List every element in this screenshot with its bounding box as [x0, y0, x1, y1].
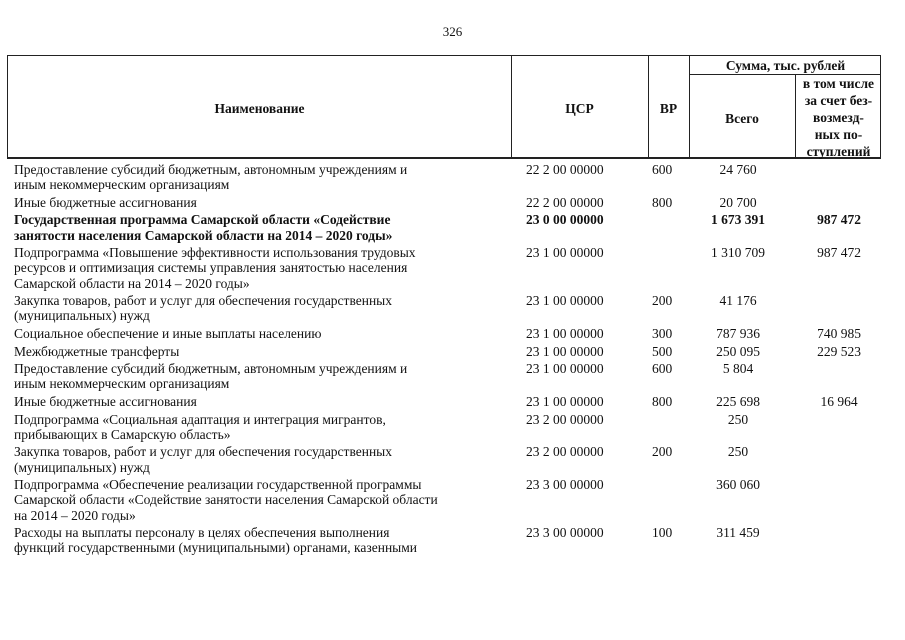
row-name-line: занятости населения Самарской области на 2014 – 2020 годы»: [14, 227, 393, 243]
row-csr: 22 2 00 00000: [526, 162, 604, 177]
row-total: 1 673 391: [711, 212, 765, 228]
row-vr: 500: [652, 343, 673, 359]
row-name: [14, 412, 489, 442]
row-name-line: Социальное обеспечение и иные выплаты населению: [14, 326, 322, 341]
row-name-line: (муниципальных) нужд: [14, 459, 150, 475]
row-name-line: Подпрограмма «Социальная адаптация и интеграция мигрантов,: [14, 411, 386, 427]
row-name-line: на 2014 – 2020 годы»: [14, 507, 136, 523]
row-total: 24 760: [719, 162, 757, 177]
row-csr: 23 1 00 00000: [526, 343, 604, 359]
row-vr: 200: [652, 444, 673, 460]
row-total: 250: [727, 444, 749, 460]
row-name: [14, 525, 489, 555]
row-name: [14, 212, 489, 242]
row-csr: 23 1 00 00000: [526, 293, 604, 309]
row-total: 360 060: [716, 477, 760, 493]
row-name: [14, 162, 489, 192]
header-grants-line: за счет без-: [804, 93, 873, 108]
row-csr: 23 3 00 00000: [526, 477, 604, 493]
row-name: [14, 195, 489, 210]
row-vr: 300: [652, 326, 673, 341]
row-total: 5 804: [722, 361, 754, 377]
row-name: [14, 245, 489, 291]
row-total: 250: [727, 411, 749, 427]
row-name-line: Иные бюджетные ассигнования: [14, 194, 197, 210]
header-grants-line: в том числе: [802, 76, 875, 91]
row-total: 1 310 709: [711, 245, 765, 261]
row-name-line: Закупка товаров, работ и услуг для обеспечения государственных: [14, 293, 393, 309]
header-grants-line: ных по-: [814, 127, 863, 142]
row-name-line: Подпрограмма «Повышение эффективности использования трудовых: [14, 245, 416, 261]
row-csr: 23 1 00 00000: [526, 245, 604, 261]
row-name-line: ресурсов и оптимизация системы управления занятостью населения: [14, 260, 408, 276]
row-vr: 800: [652, 394, 673, 409]
row-grants: 987 472: [817, 212, 861, 228]
row-name-line: иным некоммерческим организациям: [14, 376, 230, 392]
row-grants: 229 523: [817, 343, 861, 359]
row-name: [14, 344, 489, 359]
row-name: [14, 394, 489, 409]
header-grants: [795, 75, 882, 160]
row-vr: 200: [652, 293, 673, 309]
header-grants-line: ступлений: [806, 144, 871, 159]
row-name-line: прибывающих в Самарскую область»: [14, 426, 231, 442]
row-csr: 23 0 00 00000: [526, 212, 604, 228]
header-vr: ВР: [659, 101, 678, 116]
row-grants: 16 964: [820, 394, 858, 409]
row-name-line: (муниципальных) нужд: [14, 308, 150, 324]
row-csr: 22 2 00 00000: [526, 194, 604, 210]
header-sum: Сумма, тыс. рублей: [725, 58, 846, 73]
header-grants-line: возмезд-: [813, 110, 864, 125]
row-name-line: Подпрограмма «Обеспечение реализации государственной программы: [14, 477, 422, 493]
row-total: 20 700: [719, 194, 757, 210]
header-csr: ЦСР: [565, 101, 594, 116]
row-vr: 600: [652, 162, 673, 177]
row-name-line: Закупка товаров, работ и услуг для обеспечения государственных: [14, 444, 393, 460]
row-vr: 600: [652, 361, 673, 377]
row-name-line: Государственная программа Самарской области «Содействие: [14, 212, 391, 228]
row-name-line: Предоставление субсидий бюджетным, автономным учреждениям и: [14, 361, 408, 377]
page-number: 326: [442, 24, 463, 39]
row-vr: 800: [652, 194, 673, 210]
row-name-line: Расходы на выплаты персоналу в целях обеспечения выполнения: [14, 525, 390, 541]
row-csr: 23 3 00 00000: [526, 525, 604, 541]
row-grants: 987 472: [817, 245, 861, 261]
header-total: Всего: [725, 111, 759, 126]
row-name: [14, 326, 489, 341]
row-csr: 23 1 00 00000: [526, 394, 604, 409]
row-name: [14, 444, 489, 474]
row-csr: 23 2 00 00000: [526, 411, 604, 427]
row-name-line: функций государственными (муниципальными) органами, казенными: [14, 540, 418, 556]
row-name-line: Межбюджетные трансферты: [14, 343, 180, 359]
header-name: Наименование: [214, 101, 305, 116]
row-csr: 23 1 00 00000: [526, 326, 604, 341]
row-vr: 100: [652, 525, 673, 541]
row-total: 225 698: [716, 394, 760, 409]
row-total: 250 095: [716, 343, 760, 359]
row-name-line: Самарской области на 2014 – 2020 годы»: [14, 275, 250, 291]
row-name-line: Самарской области «Содействие занятости населения Самарской области: [14, 492, 438, 508]
row-csr: 23 1 00 00000: [526, 361, 604, 377]
row-name-line: Предоставление субсидий бюджетным, автономным учреждениям и: [14, 162, 408, 177]
row-csr: 23 2 00 00000: [526, 444, 604, 460]
row-name-line: Иные бюджетные ассигнования: [14, 394, 197, 409]
row-name: [14, 477, 489, 523]
row-name: [14, 361, 489, 391]
row-grants: 740 985: [817, 326, 861, 341]
row-total: 311 459: [716, 525, 760, 541]
row-total: 787 936: [716, 326, 760, 341]
row-name-line: иным некоммерческим организациям: [14, 177, 230, 193]
table-header: [7, 55, 881, 159]
row-total: 41 176: [719, 293, 757, 309]
row-name: [14, 293, 489, 323]
